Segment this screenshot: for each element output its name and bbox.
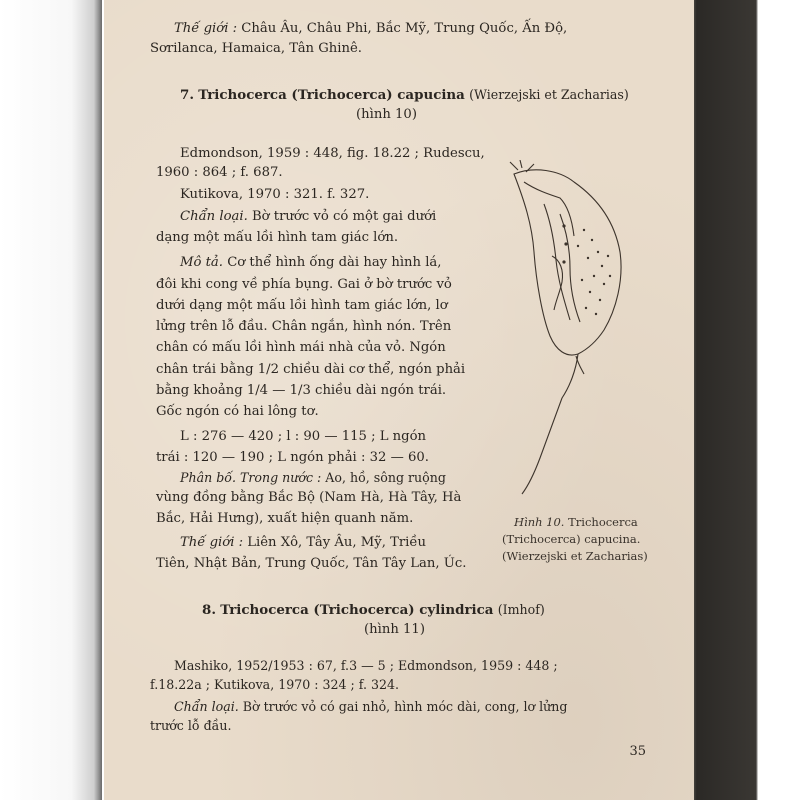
species-7-distribution: Phân bố. Trong nước : Ao, hồ, sông ruộng — [180, 470, 446, 485]
figure-10-caption-line: (Trichocerca) capucina. — [502, 532, 641, 546]
species-8-diagnosis: Chẩn loại. Bờ trước vỏ có gai nhỏ, hình móc dài, cong, lơ lửng — [174, 699, 568, 714]
species-7-description-line: chân có mấu lồi hình mái nhà của vỏ. Ngón — [156, 340, 446, 355]
species-7-diagnosis-line: dạng một mấu lồi hình tam giác lớn. — [156, 230, 399, 245]
species-7-distribution-line: Bắc, Hải Hưng), xuất hiện quanh năm. — [156, 511, 414, 526]
book-spine-shadow — [0, 0, 102, 800]
species-7-ref-line: Edmondson, 1959 : 448, fig. 18.22 ; Rudescu, — [180, 146, 485, 161]
species-8-figure-ref: (hình 11) — [364, 622, 425, 637]
species-7-ref-line: 1960 : 864 ; f. 687. — [156, 165, 283, 180]
species-7-distribution-line: vùng đồng bằng Bắc Bộ (Nam Hà, Hà Tây, Hà — [156, 490, 462, 505]
figure-10-caption-line: (Wierzejski et Zacharias) — [502, 549, 648, 563]
rotifer-illustration — [504, 160, 634, 505]
figure-10-caption: Hình 10. Trichocerca — [514, 515, 638, 529]
species-7-description-line: chân trái bằng 1/2 chiều dài cơ thể, ngón phải — [156, 362, 466, 377]
species-7-measurements: L : 276 — 420 ; l : 90 — 115 ; L ngón — [180, 429, 427, 444]
page-number: 35 — [629, 744, 646, 759]
book-page — [104, 0, 694, 800]
species-7-description: Mô tả. Cơ thể hình ống dài hay hình lá, — [180, 255, 442, 270]
species-8-ref-line: Mashiko, 1952/1953 : 67, f.3 — 5 ; Edmondson, 1959 : 448 ; — [174, 658, 558, 673]
species-7-diagnosis: Chẩn loại. Bờ trước vỏ có một gai dưới — [180, 209, 437, 224]
species-7-ref-line: Kutikova, 1970 : 321. f. 327. — [180, 187, 370, 202]
species-7-heading: 7. Trichocerca (Trichocerca) capucina (Wierzejski et Zacharias) — [180, 87, 629, 103]
book-right-edge — [690, 0, 800, 800]
species-7-description-line: Gốc ngón có hai lông tơ. — [156, 404, 319, 419]
top-distribution-line: Thế giới : Châu Âu, Châu Phi, Bắc Mỹ, Trung Quốc, Ấn Độ, — [174, 21, 568, 36]
species-8-diagnosis-line: trước lỗ đầu. — [150, 718, 232, 733]
species-7-world-line: Tiên, Nhật Bản, Trung Quốc, Tân Tây Lan, Úc. — [156, 556, 467, 571]
species-8-heading: 8. Trichocerca (Trichocerca) cylindrica (Imhof) — [202, 602, 545, 618]
species-7-description-line: bằng khoảng 1/4 — 1/3 chiều dài ngón trái. — [156, 383, 447, 398]
species-8-ref-line: f.18.22a ; Kutikova, 1970 : 324 ; f. 324. — [150, 677, 400, 692]
species-7-description-line: lửng trên lỗ đầu. Chân ngắn, hình nón. Trên — [156, 319, 452, 334]
species-7-figure-ref: (hình 10) — [356, 107, 417, 122]
species-7-description-line: đôi khi cong về phía bụng. Gai ở bờ trước vỏ — [156, 277, 452, 292]
species-7-description-line: dưới dạng một mấu lồi hình tam giác lớn, lơ — [156, 298, 448, 313]
top-distribution-line-2: Sơrilanca, Hamaica, Tân Ghinê. — [150, 41, 362, 56]
species-7-measurements-line: trái : 120 — 190 ; L ngón phải : 32 — 60. — [156, 450, 429, 465]
species-7-world: Thế giới : Liên Xô, Tây Âu, Mỹ, Triều — [180, 535, 427, 550]
